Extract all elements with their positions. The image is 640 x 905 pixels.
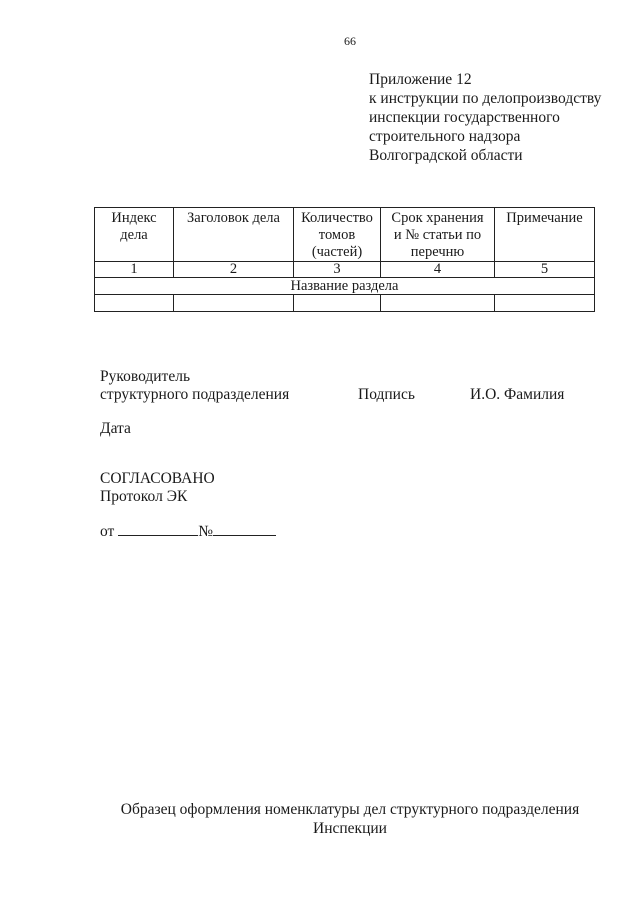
appendix-line: к инструкции по делопроизводству xyxy=(369,90,602,107)
appendix-block xyxy=(369,70,601,165)
appendix-line: Волгоградской области xyxy=(369,147,523,164)
column-number: 1 xyxy=(95,262,174,278)
column-number: 5 xyxy=(495,262,595,278)
header-title: Заголовок дела xyxy=(174,208,294,262)
column-number: 2 xyxy=(174,262,294,278)
header-index: Индекс дела xyxy=(95,208,174,262)
number-blank xyxy=(213,521,276,536)
header-volumes: Количество томов (частей) xyxy=(294,208,381,262)
table-header-row xyxy=(95,208,595,262)
section-title: Название раздела xyxy=(95,278,595,295)
table-cell xyxy=(174,295,294,312)
number-label: № xyxy=(198,523,213,540)
approval-from-line xyxy=(100,521,276,541)
approval-agreed: СОГЛАСОВАНО xyxy=(100,470,215,487)
header-retention: Срок хранения и № статьи по перечню xyxy=(381,208,495,262)
table-cell xyxy=(495,295,595,312)
signature-role-line2: структурного подразделения xyxy=(100,386,290,403)
document-caption xyxy=(0,800,640,838)
table-numbers-row xyxy=(95,262,595,278)
table-row xyxy=(95,295,595,312)
approval-protocol: Протокол ЭК xyxy=(100,488,188,505)
from-label: от xyxy=(100,523,115,540)
table-cell xyxy=(95,295,174,312)
header-note: Примечание xyxy=(495,208,595,262)
date-label: Дата xyxy=(100,420,131,437)
caption-line2: Инспекции xyxy=(313,820,387,837)
column-number: 3 xyxy=(294,262,381,278)
signature-sign-label: Подпись xyxy=(358,386,415,403)
page-number: 66 xyxy=(344,34,356,48)
appendix-line: инспекции государственного xyxy=(369,109,560,126)
date-blank xyxy=(118,521,198,536)
nomenclature-table xyxy=(94,207,595,312)
signature-name-label: И.О. Фамилия xyxy=(470,386,565,403)
caption-line1: Образец оформления номенклатуры дел структурного подразделения xyxy=(120,801,580,818)
table-cell xyxy=(294,295,381,312)
table-section-row xyxy=(95,278,595,295)
appendix-line: Приложение 12 xyxy=(369,71,472,88)
table-cell xyxy=(381,295,495,312)
signature-role-line1: Руководитель xyxy=(100,368,191,385)
column-number: 4 xyxy=(381,262,495,278)
appendix-line: строительного надзора xyxy=(369,128,521,145)
